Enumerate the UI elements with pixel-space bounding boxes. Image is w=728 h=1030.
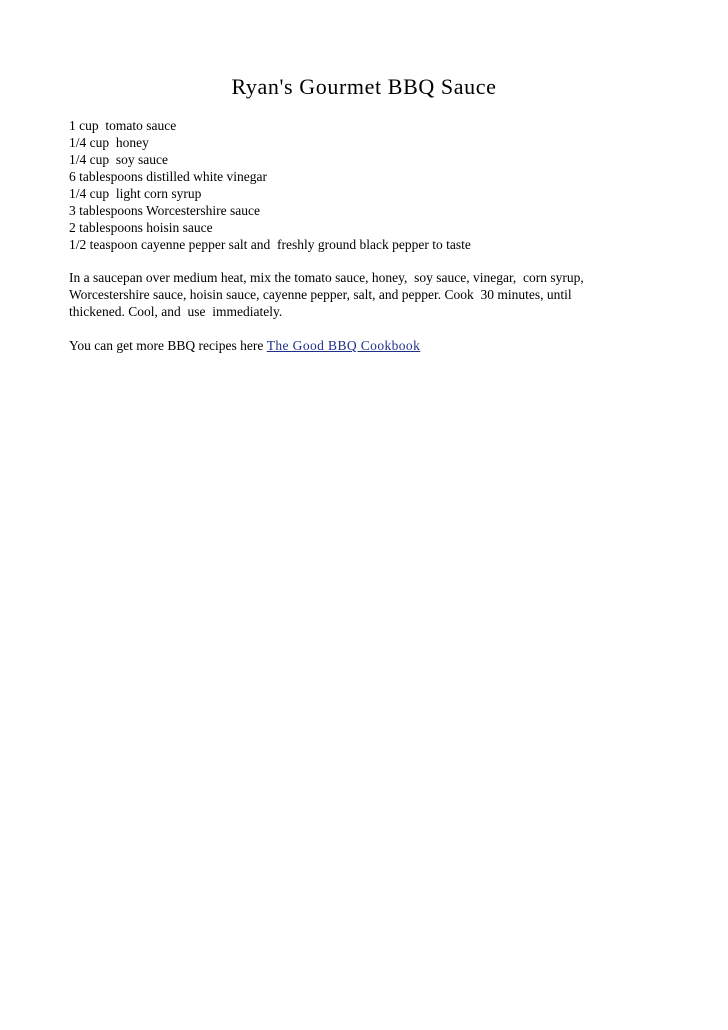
ingredient-list (69, 117, 471, 253)
ingredient-item: 3 tablespoons Worcestershire sauce (69, 203, 260, 218)
instructions-line: In a saucepan over medium heat, mix the tomato sauce, honey, soy sauce, vinegar, corn syrup, (69, 270, 584, 285)
more-recipes-line (69, 337, 420, 354)
page-title: Ryan's Gourmet BBQ Sauce (231, 74, 497, 99)
ingredient-item: 1/4 cup honey (69, 135, 149, 150)
instructions-line: Worcestershire sauce, hoisin sauce, cayenne pepper, salt, and pepper. Cook 30 minutes, until (69, 287, 572, 302)
ingredient-item: 1 cup tomato sauce (69, 118, 177, 133)
ingredient-item: 1/4 cup light corn syrup (69, 186, 202, 201)
instructions-paragraph (69, 269, 669, 320)
cookbook-link[interactable]: The Good BBQ Cookbook (266, 338, 421, 353)
ingredient-item: 6 tablespoons distilled white vinegar (69, 169, 267, 184)
ingredient-item: 1/2 teaspoon cayenne pepper salt and freshly ground black pepper to taste (69, 237, 471, 252)
instructions-line: thickened. Cool, and use immediately. (69, 304, 283, 319)
more-recipes-text: You can get more BBQ recipes here (69, 338, 267, 353)
ingredient-item: 1/4 cup soy sauce (69, 152, 168, 167)
ingredient-item: 2 tablespoons hoisin sauce (69, 220, 213, 235)
